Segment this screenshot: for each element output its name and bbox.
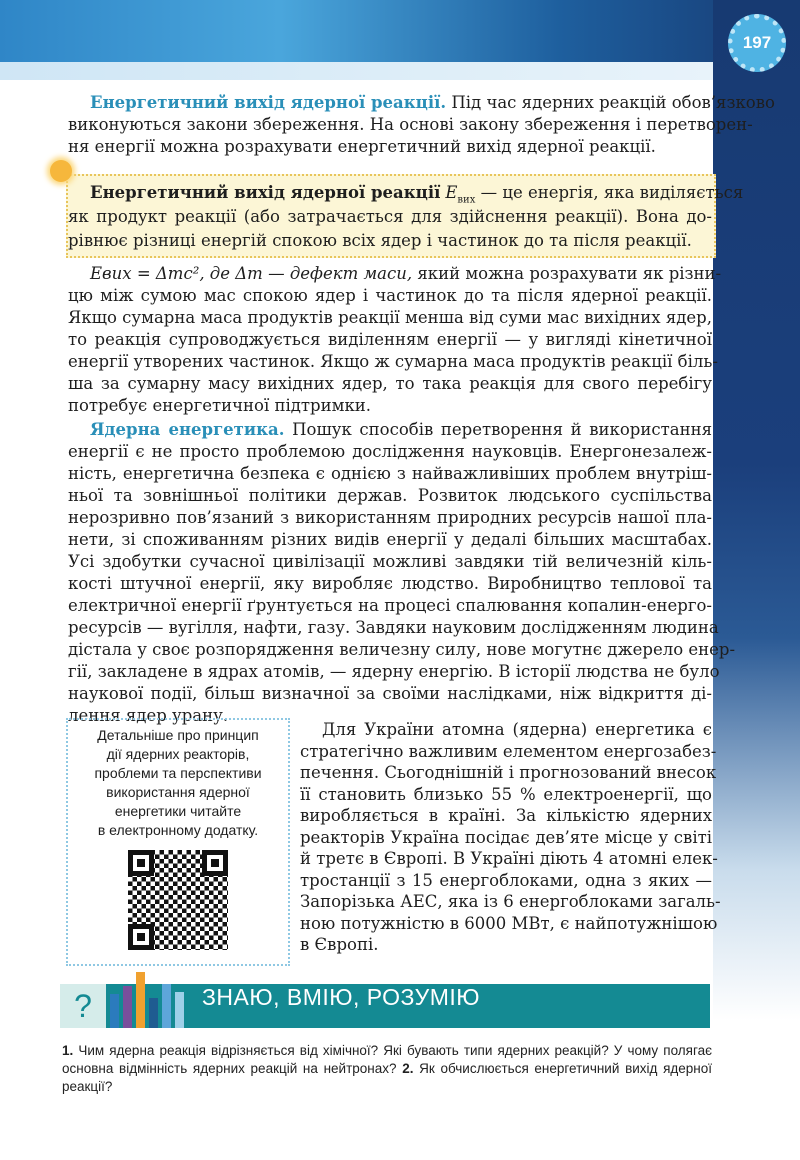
sidebox-line: Детальніше про принцип (97, 727, 259, 743)
text-line (68, 352, 718, 372)
text-line (68, 308, 712, 328)
line-text: виробляється в країні. За кількістю ядерних (300, 806, 712, 825)
line-text: нети, зі споживанням різних видів енергії у дедалі більших масштабах. (68, 530, 712, 549)
line-text: нерозривно пов’язаний з використанням природних ресурсів нашої пла- (68, 508, 712, 527)
line-text: дістала у своє розпорядження величезну силу, нове могутнє джерело енер- (68, 640, 736, 659)
line-text: ною потужністю в 6000 МВт, є найпотужнішою (300, 913, 718, 933)
text-line (300, 892, 721, 912)
sidebox-line: проблеми та перспективи (94, 765, 262, 781)
text-line (68, 231, 712, 251)
question-number: 1. (62, 1043, 74, 1058)
line-text: потребує енергетичної підтримки. (68, 396, 372, 415)
line-text: рівнює різниці енергій спокою всіх ядер і частинок до та після реакції. (68, 231, 692, 250)
text-line (68, 640, 736, 660)
question-icon: ? (60, 984, 106, 1028)
text-line (300, 913, 718, 934)
line-text: ність, енергетична безпека є однією з найважливіших проблем внутріш- (68, 464, 712, 483)
text-line (68, 264, 722, 284)
line-text: ньої та зовнішньої політики держав. Розвиток людського суспільства (68, 486, 712, 505)
text-line (300, 935, 712, 955)
line-text: електричної енергії ґрунтується на процесі спалювання копалин-енерго- (68, 596, 712, 615)
symbol-e: E (445, 183, 458, 202)
line-text: печення. Сьогоднішній і прогнозований внесок (300, 763, 717, 782)
text-line (68, 115, 753, 135)
sidebox-line: дії ядерних реакторів, (106, 746, 250, 762)
side-decoration (713, 0, 800, 1160)
text-line (68, 530, 712, 550)
text-line (68, 420, 712, 440)
line-text: виконуються закони збереження. На основі закону збереження і перетворен- (68, 115, 753, 134)
formula: Eвих = Δmc², де Δm — дефект маси, (90, 264, 413, 283)
line-text: Під час ядерних реакцій обов’язково (446, 93, 775, 112)
line-text: як продукт реакції (або затрачається для здійснення реакції). Вона до- (68, 207, 712, 226)
text-line (68, 374, 712, 394)
line-text: енергії утворених частинок. Якщо ж сумарна маса продуктів реакції біль- (68, 352, 718, 371)
header-stripe (0, 62, 715, 80)
line-text: Усі здобутки сучасної цивілізації можливі завдяки тій величезній кіль- (68, 552, 712, 571)
sidebox-line: в електронному додатку. (97, 822, 259, 838)
symbol-subscript: вих (457, 194, 476, 206)
text-line (68, 684, 712, 704)
line-text: реакторів Україна посідає дев’яте місце у світі (300, 827, 712, 847)
line-text: її становить близько 55 % електроенергії, що (300, 784, 712, 804)
text-line (68, 286, 712, 306)
lead-term: Ядерна енергетика. (90, 420, 285, 439)
line-text: Якщо сумарна маса продуктів реакції менша від суми мас вихідних ядер, (68, 308, 712, 327)
line-text: наукової події, більш визначної за своїми наслідками, ніж відкриття ді- (68, 684, 712, 703)
line-text: ня енергії можна розрахувати енергетичний вихід ядерної реакції. (68, 137, 656, 156)
text-line (68, 464, 712, 484)
line-text: й третє в Європі. В Україні діють 4 атомні елек- (300, 849, 718, 868)
text-line (300, 720, 712, 740)
text-line (68, 93, 775, 113)
raised-hands-icon (106, 976, 192, 1028)
sidebox-line: енергетики читайте (114, 803, 242, 819)
line-text: — це енергія, яка виділяється (475, 183, 744, 202)
text-line (68, 552, 712, 572)
line-text: стратегічно важливим елементом енергозабез- (300, 741, 717, 761)
sun-icon (50, 160, 72, 182)
line-text: Для України атомна (ядерна) енергетика є (322, 720, 712, 739)
line-text: гії, закладене в ядрах атомів, — ядерну енергію. В історії людства не було (68, 662, 720, 681)
text-line (300, 828, 712, 848)
page-number: 197 (728, 14, 786, 72)
question-number: 2. (402, 1061, 414, 1076)
line-text: ша за сумарну масу вихідних ядер, то така реакція для свого перебігу (68, 374, 712, 393)
line-text: який можна розрахувати як різни- (412, 264, 722, 283)
text-line (300, 806, 712, 826)
text-line (68, 508, 712, 528)
text-line (68, 486, 712, 506)
line-text: Запорізька АЕС, яка із 6 енергоблоками загаль- (300, 892, 721, 911)
lead-term: Енергетичний вихід ядерної реакції. (90, 93, 447, 112)
question-text: Чим ядерна реакція відрізняється від хімічної? Які бувають типи ядерних реакцій? У чому полягає основна відмінність ядерних реакцій на нейтронах? (62, 1043, 712, 1076)
text-line (68, 618, 719, 638)
line-text: лення ядер урану. (68, 706, 229, 725)
sidebox-line: використання ядерної (106, 784, 250, 800)
line-text: Пошук способів перетворення й використання (284, 420, 712, 439)
line-text: енергії є не просто проблемою дослідження науковців. Енергонезалеж- (68, 442, 712, 461)
line-text: цю між сумою мас спокою ядер і частинок до та після ядерної реакції. (68, 286, 712, 305)
text-line (68, 662, 720, 682)
lead-term: Енергетичний вихід ядерної реакції (90, 183, 441, 202)
text-line (300, 849, 718, 869)
text-line (68, 442, 712, 462)
text-line (68, 396, 712, 416)
line-text: кості штучної енергії, яку виробляє людство. Виробництво теплової та (68, 574, 712, 593)
sidebox-additional-info (66, 718, 290, 966)
text-line (68, 596, 712, 616)
section-title: ЗНАЮ, ВМІЮ, РОЗУМІЮ (202, 984, 481, 1010)
text-line (300, 785, 712, 805)
line-text: тростанції з 15 енергоблоками, одна з яких — (300, 870, 712, 890)
text-line (68, 137, 712, 157)
text-line (300, 763, 717, 783)
questions (62, 1042, 712, 1096)
qr-code[interactable] (128, 850, 228, 950)
text-line (300, 871, 712, 891)
question-text: Як обчислюється енергетичний вихід ядерної реакції? (62, 1061, 713, 1094)
line-text: ресурсів — вугілля, нафти, газу. Завдяки науковим дослідженням людина (68, 618, 719, 637)
text-line (68, 207, 712, 227)
line-text: то реакція супроводжується виділенням енергії — у вигляді кінетичної (68, 330, 712, 349)
text-line (300, 741, 717, 762)
text-line (68, 330, 712, 350)
text-line (68, 574, 712, 594)
line-text: в Європі. (300, 935, 379, 954)
